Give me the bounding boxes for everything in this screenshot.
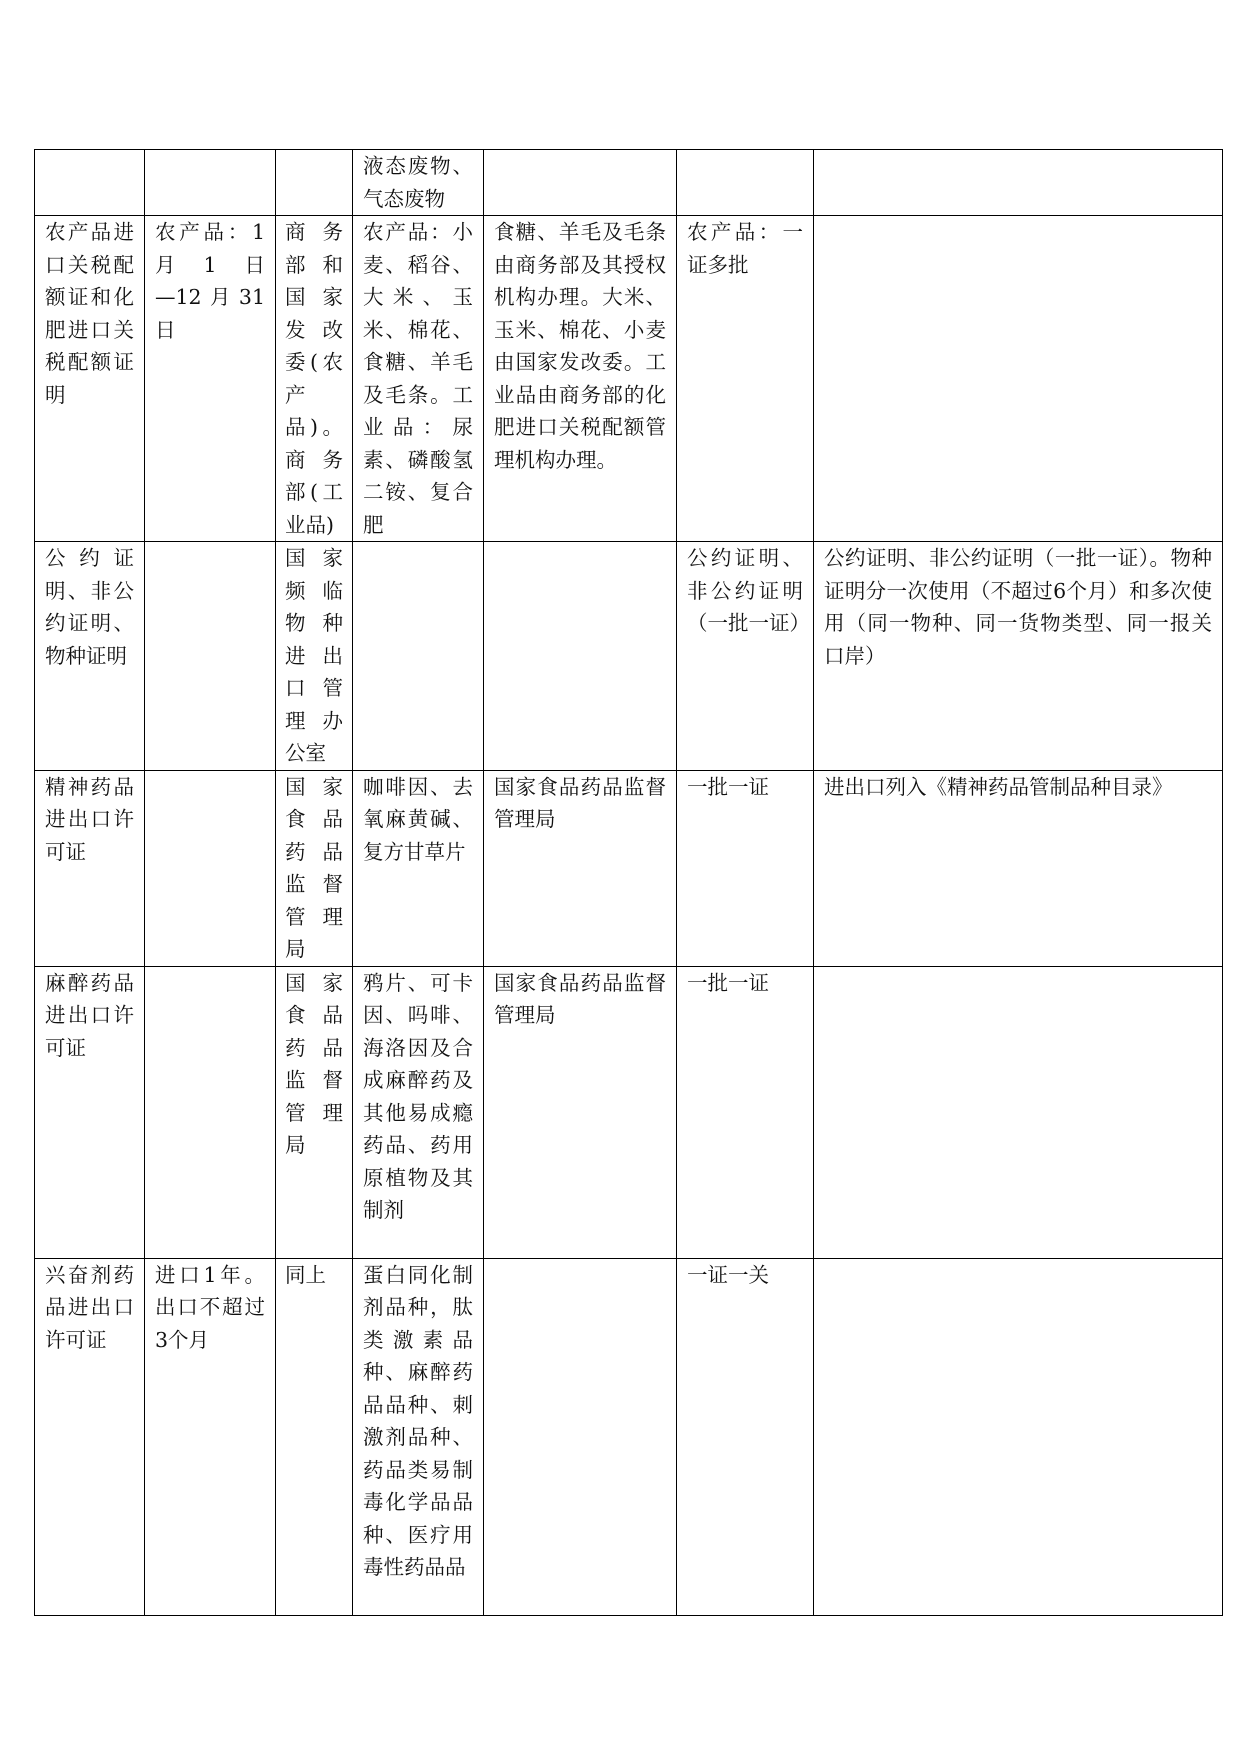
table-row [35, 770, 1223, 966]
cell-usage: 农产品：一证多批 [677, 216, 814, 542]
cell-usage: 一批一证 [677, 770, 814, 966]
cell-office: 国家食品药品监督管理局 [484, 770, 677, 966]
cell-license-name [35, 150, 145, 216]
cell-usage [677, 150, 814, 216]
cell-office [484, 542, 677, 771]
cell-scope: 咖啡因、去氧麻黄碱、复方甘草片 [353, 770, 484, 966]
cell-scope: 农产品：小麦、稻谷、大米、玉米、棉花、食糖、羊毛及毛条。工业品：尿素、磷酸氢二铵、复合肥 [353, 216, 484, 542]
cell-issuer: 商务部和国家发改委(农产品)。商务部(工业品) [276, 216, 353, 542]
cell-usage: 一证一关 [677, 1258, 814, 1615]
table-row [35, 966, 1223, 1258]
table-row [35, 1258, 1223, 1615]
cell-issuer: 国家频临物种进出口管理办公室 [276, 542, 353, 771]
cell-office [484, 150, 677, 216]
license-table [34, 149, 1223, 1616]
cell-notes [814, 1258, 1223, 1615]
cell-license-name: 农产品进口关税配额证和化肥进口关税配额证明 [35, 216, 145, 542]
cell-license-name: 兴奋剂药品进出口许可证 [35, 1258, 145, 1615]
cell-validity [145, 542, 276, 771]
cell-issuer: 同上 [276, 1258, 353, 1615]
cell-scope [353, 542, 484, 771]
cell-notes: 公约证明、非公约证明（一批一证）。物种证明分一次使用（不超过6个月）和多次使用（同一物种、同一货物类型、同一报关口岸） [814, 542, 1223, 771]
cell-usage: 公约证明、非公约证明（一批一证） [677, 542, 814, 771]
cell-validity: 进口1年。出口不超过3个月 [145, 1258, 276, 1615]
cell-validity [145, 770, 276, 966]
cell-scope: 液态废物、气态废物 [353, 150, 484, 216]
cell-license-name: 精神药品进出口许可证 [35, 770, 145, 966]
cell-notes [814, 966, 1223, 1258]
cell-validity [145, 966, 276, 1258]
cell-office: 国家食品药品监督管理局 [484, 966, 677, 1258]
table-row [35, 216, 1223, 542]
cell-office: 食糖、羊毛及毛条由商务部及其授权机构办理。大米、玉米、棉花、小麦由国家发改委。工业品由商务部的化肥进口关税配额管理机构办理。 [484, 216, 677, 542]
cell-issuer: 国家食品药品监督管理局 [276, 770, 353, 966]
cell-notes [814, 150, 1223, 216]
cell-validity: 农产品：1月 1 日—12月31日 [145, 216, 276, 542]
cell-scope: 鸦片、可卡因、吗啡、海洛因及合成麻醉药及其他易成瘾药品、药用原植物及其制剂 [353, 966, 484, 1258]
cell-validity [145, 150, 276, 216]
cell-issuer: 国家食品药品监督管理局 [276, 966, 353, 1258]
table-row [35, 542, 1223, 771]
cell-office [484, 1258, 677, 1615]
cell-notes: 进出口列入《精神药品管制品种目录》 [814, 770, 1223, 966]
cell-license-name: 麻醉药品进出口许可证 [35, 966, 145, 1258]
cell-license-name: 公约证明、非公约证明、物种证明 [35, 542, 145, 771]
cell-usage: 一批一证 [677, 966, 814, 1258]
cell-scope: 蛋白同化制剂品种，肽类激素品种、麻醉药品品种、刺激剂品种、药品类易制毒化学品品种、医疗用毒性药品品 [353, 1258, 484, 1615]
cell-notes [814, 216, 1223, 542]
table-row [35, 150, 1223, 216]
cell-issuer [276, 150, 353, 216]
